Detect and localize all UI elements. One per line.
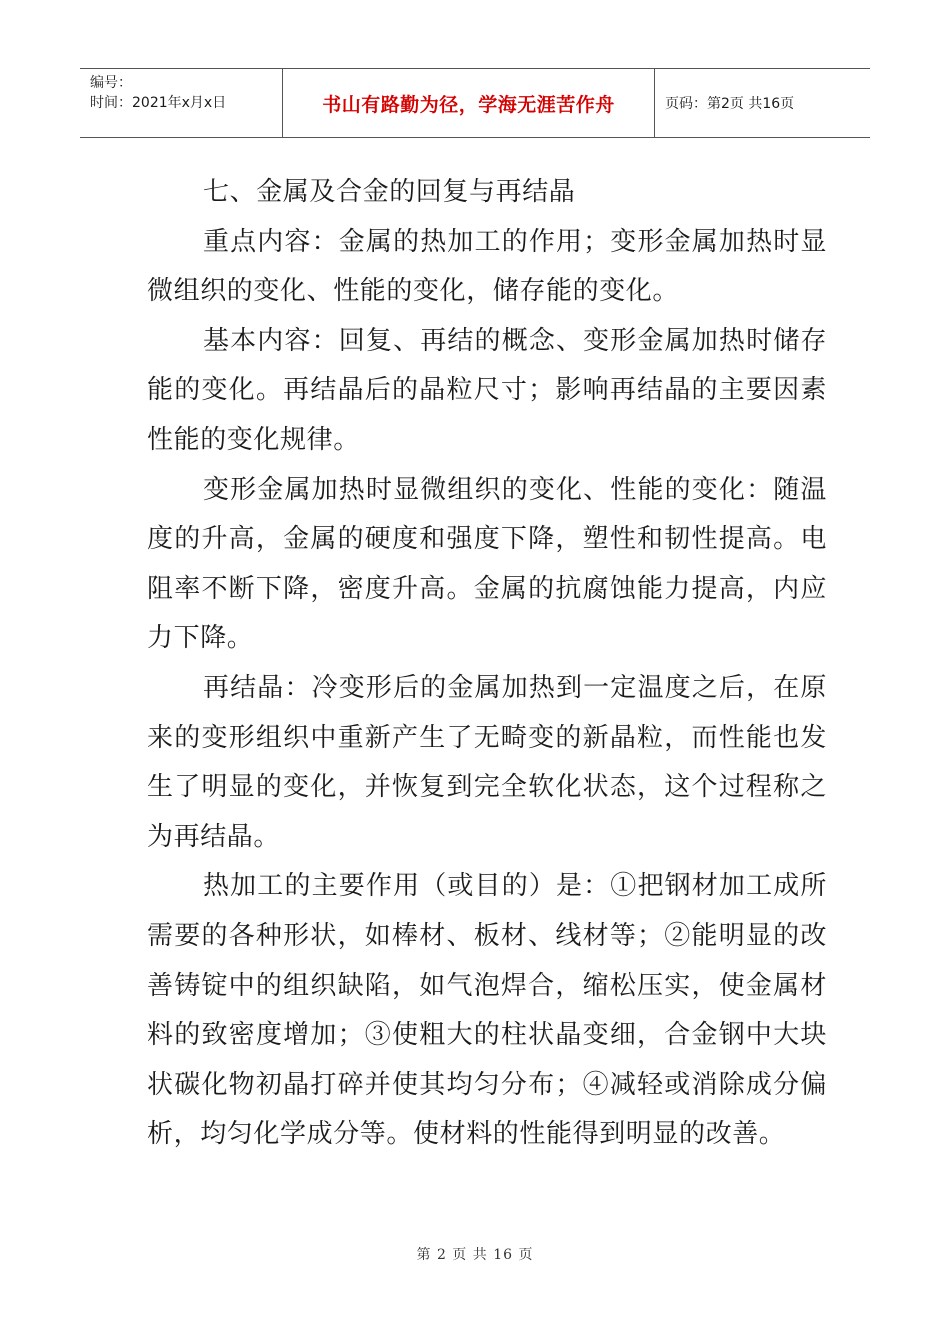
- paragraph-recrystallization: 再结晶：冷变形后的金属加热到一定温度之后，在原来的变形组织中重新产生了无畸变的新晶粒，而性能也发生了明显的变化，并恢复到完全软化状态，这个过程称之为再结晶。: [147, 672, 827, 852]
- section-title: 七、金属及合金的回复与再结晶: [203, 177, 576, 207]
- page-header: [80, 68, 870, 138]
- paragraph-hot-working: 热加工的主要作用（或目的）是：①把钢材加工成所需要的各种形状，如棒材、板材、线材等；②能明显的改善铸锭中的组织缺陷，如气泡焊合，缩松压实，使金属材料的致密度增加；③使粗大的柱状晶变细，合金钢中大块状碳化物初晶打碎并使其均匀分布；④减轻或消除成分偏析，均匀化学成分等。使材料的性能得到明显的改善。: [147, 871, 827, 1150]
- document-time-label: 时间：2021年x月x日: [90, 95, 227, 111]
- page-footer: 第 2 页 共 16 页: [416, 1247, 534, 1263]
- document-body: [147, 168, 827, 1160]
- header-page-info: 页码：第2页 共16页: [665, 96, 795, 112]
- paragraph-basic-content: 基本内容：回复、再结的概念、变形金属加热时储存能的变化。再结晶后的晶粒尺寸；影响再结晶的主要因素性能的变化规律。: [147, 325, 827, 455]
- header-meta: [80, 69, 283, 137]
- paragraph-heating-changes: 变形金属加热时显微组织的变化、性能的变化：随温度的升高，金属的硬度和强度下降，塑性和韧性提高。电阻率不断下降，密度升高。金属的抗腐蚀能力提高，内应力下降。: [147, 474, 827, 654]
- header-motto: 书山有路勤为径，学海无涯苦作舟: [283, 69, 655, 137]
- document-number-label: 编号：: [90, 75, 132, 91]
- paragraph-key-content: 重点内容：金属的热加工的作用；变形金属加热时显微组织的变化、性能的变化，储存能的变化。: [147, 226, 827, 307]
